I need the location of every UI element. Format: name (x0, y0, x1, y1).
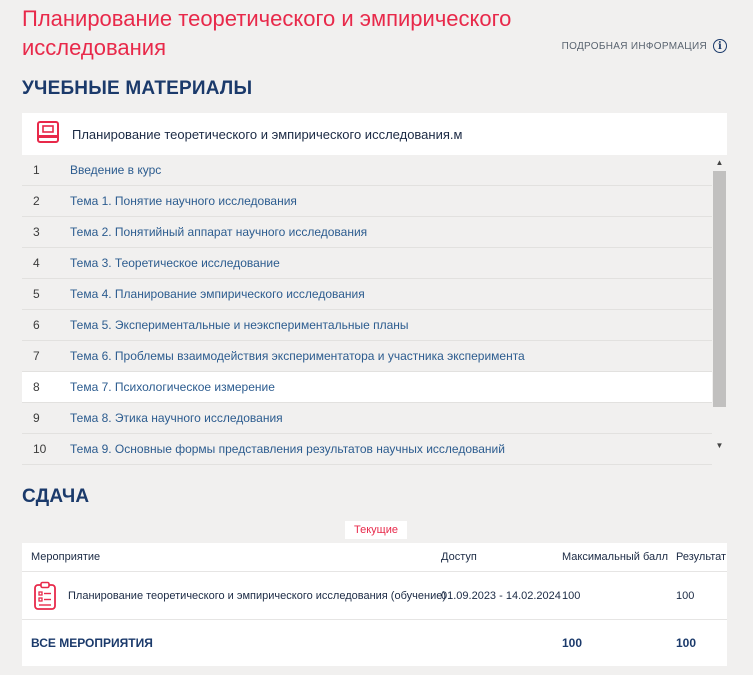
page-title: Планирование теоретического и эмпирического исследования (22, 6, 512, 60)
total-label: ВСЕ МЕРОПРИЯТИЯ (31, 636, 153, 650)
item-number: 7 (33, 349, 40, 363)
item-number: 8 (33, 380, 40, 394)
item-label: Тема 5. Экспериментальные и неэкспериментальные планы (70, 318, 409, 332)
item-label: Тема 3. Теоретическое исследование (70, 256, 280, 270)
list-item[interactable] (22, 155, 712, 186)
event-access: 01.09.2023 - 14.02.2024 (441, 590, 561, 602)
column-header-max-score: Максимальный балл (562, 551, 668, 563)
scroll-thumb[interactable] (713, 171, 726, 407)
event-link[interactable]: Планирование теоретического и эмпирического исследования (обучение) (68, 590, 446, 602)
list-item[interactable] (22, 434, 712, 465)
item-number: 5 (33, 287, 40, 301)
list-item[interactable] (22, 403, 712, 434)
pass-heading: СДАЧА (22, 486, 90, 507)
materials-heading: УЧЕБНЫЕ МАТЕРИАЛЫ (22, 78, 253, 99)
document-title: Планирование теоретического и эмпирического исследования.м (72, 126, 463, 142)
item-number: 9 (33, 411, 40, 425)
list-item[interactable] (22, 217, 712, 248)
item-label: Тема 1. Понятие научного исследования (70, 194, 297, 208)
list-item[interactable] (22, 310, 712, 341)
scrollbar[interactable] (712, 155, 727, 465)
row-divider (22, 619, 727, 620)
list-item[interactable] (22, 372, 712, 403)
triangle-up-icon[interactable]: ▲ (715, 158, 724, 167)
item-label: Тема 7. Психологическое измерение (70, 380, 275, 394)
total-result: 100 (676, 636, 697, 650)
item-label: Тема 6. Проблемы взаимодействия экспериментатора и участника эксперимента (70, 349, 525, 363)
clipboard-checklist-icon (33, 581, 57, 616)
list-item[interactable] (22, 341, 712, 372)
item-label: Тема 8. Этика научного исследования (70, 411, 283, 425)
event-max-score: 100 (562, 590, 581, 602)
item-number: 6 (33, 318, 40, 332)
item-number: 3 (33, 225, 40, 239)
item-number: 2 (33, 194, 40, 208)
events-table (22, 543, 727, 666)
item-label: Введение в курс (70, 163, 162, 177)
materials-list[interactable] (22, 155, 727, 465)
list-item[interactable] (22, 186, 712, 217)
more-info-label: ПОДРОБНАЯ ИНФОРМАЦИЯ (561, 40, 707, 52)
column-header-result: Результат (676, 551, 727, 563)
more-info-link[interactable] (562, 39, 727, 53)
item-number: 4 (33, 256, 40, 270)
item-label: Тема 4. Планирование эмпирического исследования (70, 287, 365, 301)
row-divider (22, 571, 727, 572)
item-label: Тема 9. Основные формы представления результатов научных исследований (70, 442, 505, 456)
total-max-score: 100 (562, 636, 583, 650)
item-number: 1 (33, 163, 40, 177)
tab-current[interactable]: Текущие (345, 521, 407, 539)
column-header-access: Доступ (441, 551, 477, 563)
book-icon (36, 120, 60, 149)
info-circle-icon[interactable]: i (713, 39, 727, 53)
event-result: 100 (676, 590, 695, 602)
column-header-event: Мероприятие (31, 551, 101, 563)
triangle-down-icon[interactable]: ▼ (715, 441, 724, 450)
list-item[interactable] (22, 248, 712, 279)
document-header[interactable] (22, 113, 727, 155)
list-item[interactable] (22, 279, 712, 310)
item-number: 10 (33, 442, 47, 456)
item-label: Тема 2. Понятийный аппарат научного исследования (70, 225, 368, 239)
materials-list-items (22, 155, 712, 465)
